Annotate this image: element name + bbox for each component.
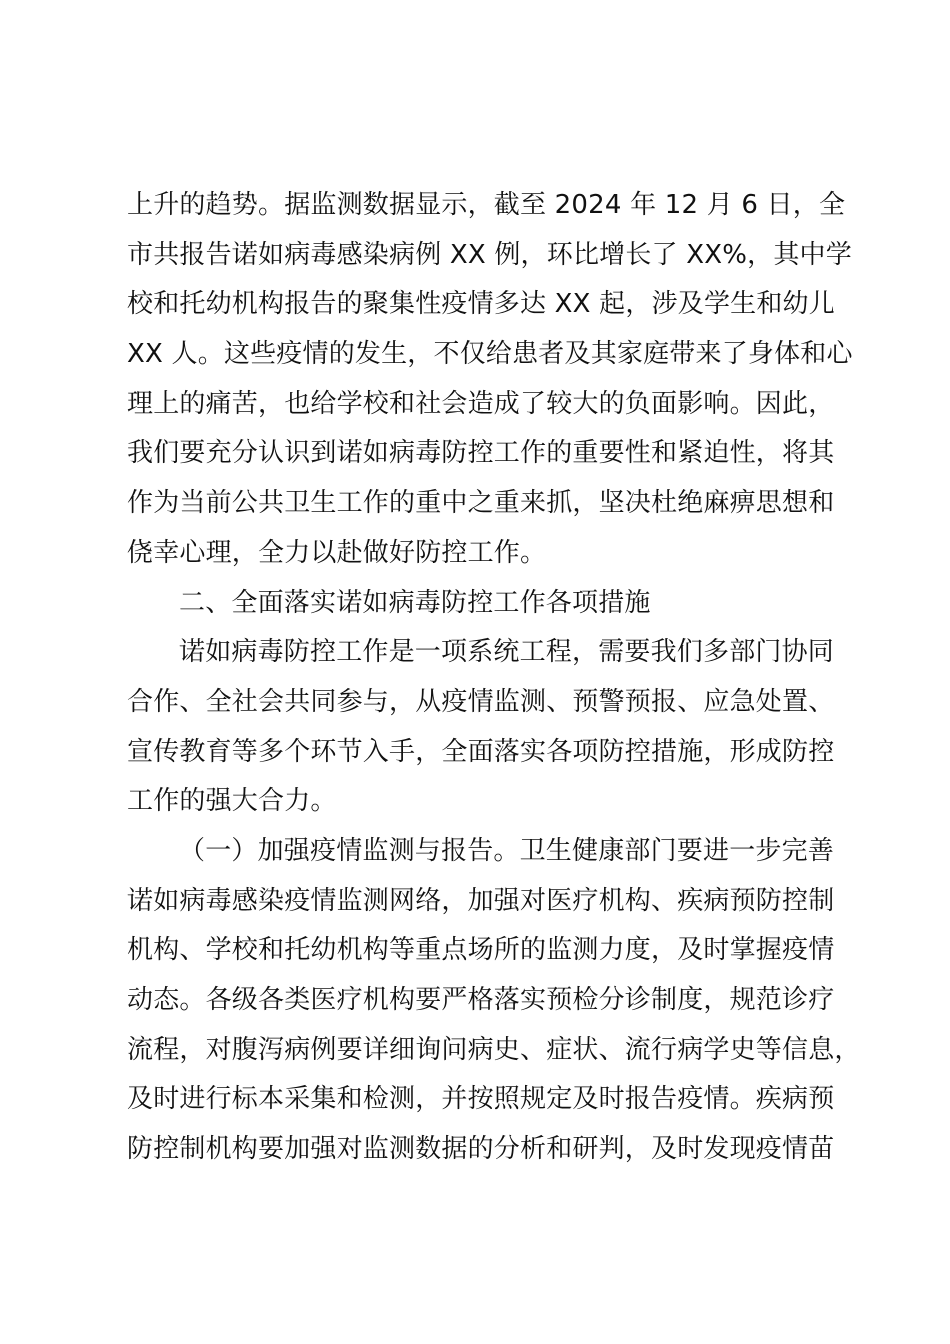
text-line: 流程，对腹泻病例要详细询问病史、症状、流行病学史等信息， (127, 1034, 861, 1065)
text-line: 校和托幼机构报告的聚集性疫情多达 XX 起，涉及学生和幼儿 (127, 289, 835, 320)
text-line: 上升的趋势。据监测数据显示，截至 2024 年 12 月 6 日，全 (127, 190, 846, 220)
text-line: 市共报告诺如病毒感染病例 XX 例，环比增长了 XX%，其中学 (127, 239, 852, 270)
text-line: 理上的痛苦，也给学校和社会造成了较大的负面影响。因此， (127, 388, 835, 419)
text-line: 作为当前公共卫生工作的重中之重来抓，坚决杜绝麻痹思想和 (127, 488, 835, 519)
subsection-line: （一）加强疫情监测与报告。卫生健康部门要进一步完善 (179, 835, 835, 866)
text-line: XX 人。这些疫情的发生，不仅给患者及其家庭带来了身体和心 (127, 339, 853, 370)
text-line: 侥幸心理，全力以赴做好防控工作。 (127, 537, 547, 568)
text-line: 工作的强大合力。 (127, 786, 337, 817)
text-line: 动态。各级各类医疗机构要严格落实预检分诊制度，规范诊疗 (127, 985, 835, 1015)
section-heading: 二、全面落实诺如病毒防控工作各项措施 (179, 587, 651, 618)
text-line: 宣传教育等多个环节入手，全面落实各项防控措施，形成防控 (127, 736, 835, 767)
text-line: 我们要充分认识到诺如病毒防控工作的重要性和紧迫性，将其 (127, 438, 835, 469)
text-line: 及时进行标本采集和检测，并按照规定及时报告疫情。疾病预 (127, 1084, 835, 1115)
text-line: 机构、学校和托幼机构等重点场所的监测力度，及时掌握疫情 (127, 935, 835, 966)
text-line: 防控制机构要加强对监测数据的分析和研判，及时发现疫情苗 (127, 1134, 835, 1165)
document-body (127, 181, 861, 1175)
text-line: 诺如病毒防控工作是一项系统工程，需要我们多部门协同 (179, 637, 835, 668)
text-line: 合作、全社会共同参与，从疫情监测、预警预报、应急处置、 (127, 686, 835, 717)
text-line: 诺如病毒感染疫情监测网络，加强对医疗机构、疾病预防控制 (127, 885, 835, 916)
